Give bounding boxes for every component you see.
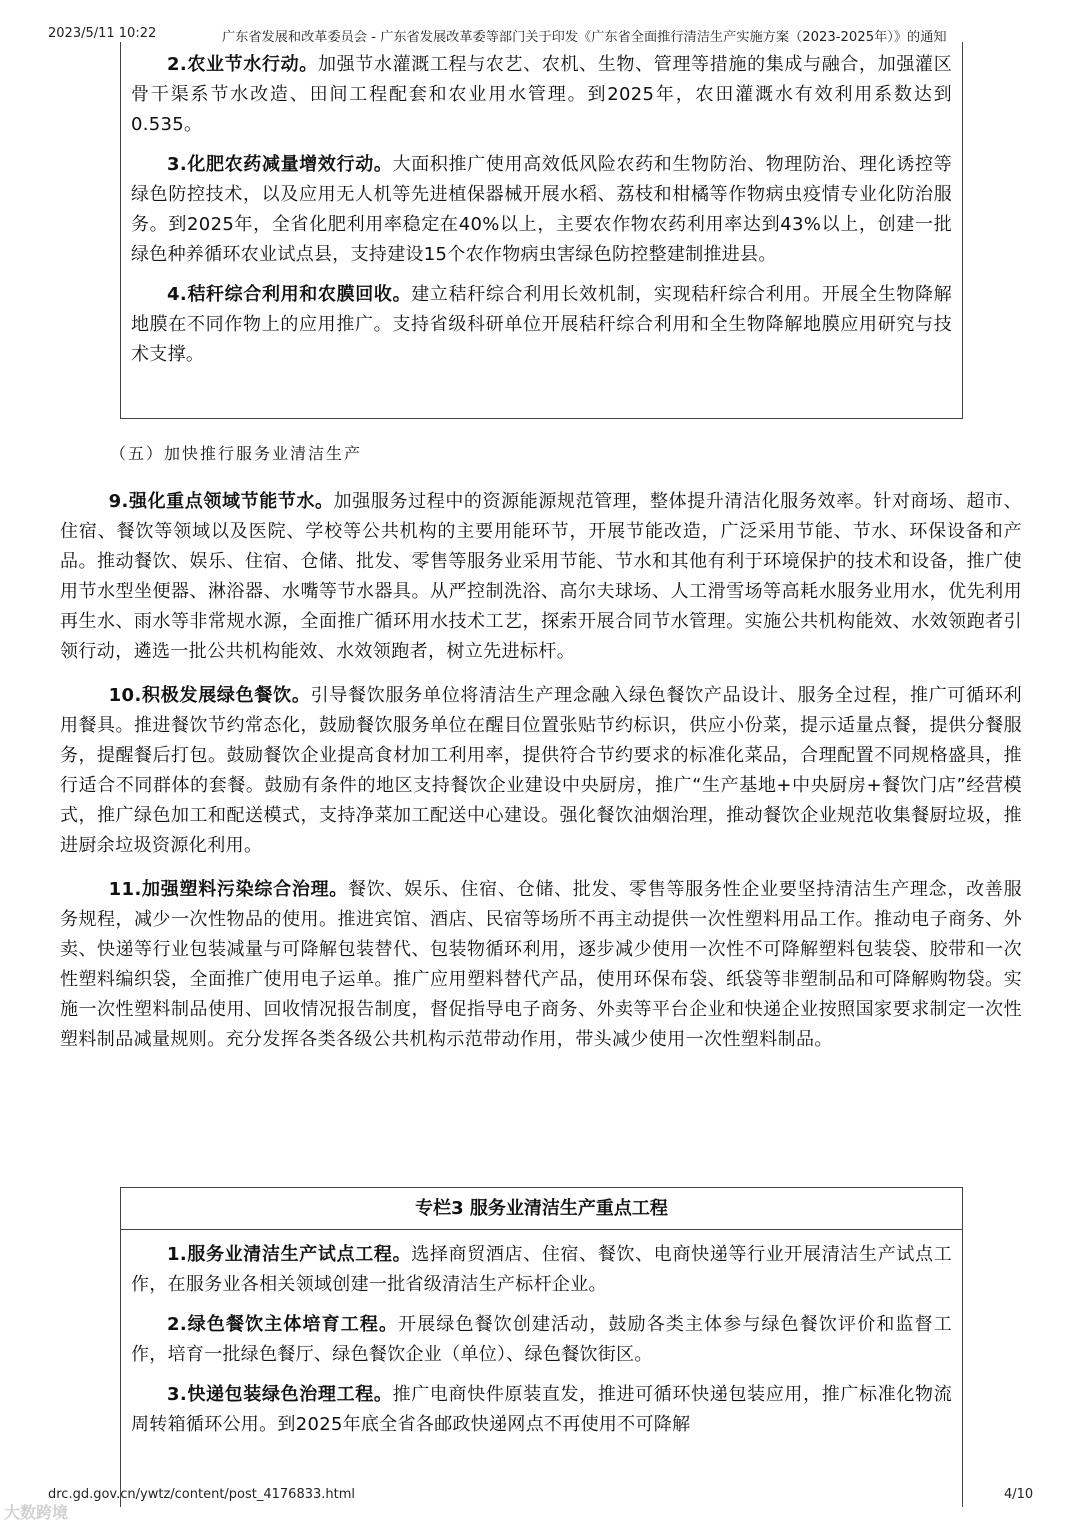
paragraph-title: 11.加强塑料污染综合治理。: [108, 879, 349, 900]
box-item-text: 加强节水灌溉工程与农艺、农机、生物、管理等措施的集成与融合，加强灌区骨干渠系节水改造、田间工程配套和农业用水管理。到2025年，农田灌溉水有效利用系数达到0.535。: [131, 54, 952, 135]
box-item-text: 推广电商快件原装直发，推进可循环快递包装应用，推广标准化物流周转箱循环公用。到2025年底全省各邮政快递网点不再使用不可降解: [131, 1384, 952, 1435]
print-date: 2023/5/11 10:22: [48, 26, 157, 41]
box-item: [121, 1380, 962, 1440]
box-item: [121, 150, 962, 270]
paragraph-title: 9.强化重点领域节能节水。: [108, 491, 334, 512]
watermark-logo: 大数跨境: [4, 1503, 69, 1522]
page-url: drc.gd.gov.cn/ywtz/content/post_4176833.html: [48, 1487, 356, 1502]
paragraph-title: 10.积极发展绿色餐饮。: [108, 685, 311, 706]
box-item-title: 1.服务业清洁生产试点工程。: [167, 1244, 412, 1265]
column-box-agriculture: [120, 42, 963, 419]
box-item-title: 3.化肥农药减量增效行动。: [167, 154, 393, 175]
box-item: [121, 1240, 962, 1300]
box-item-text: 建立秸秆综合利用长效机制，实现秸秆综合利用。开展全生物降解地膜在不同作物上的应用推广。支持省级科研单位开展秸秆综合利用和全生物降解地膜应用研究与技术支撑。: [131, 284, 952, 365]
main-body: [60, 487, 1022, 1069]
box-item: [121, 50, 962, 140]
box-item-title: 3.快递包装绿色治理工程。: [167, 1384, 393, 1405]
document-title: 广东省发展和改革委员会 - 广东省发展改革委等部门关于印发《广东省全面推行清洁生产实施方案（2023-2025年）》的通知: [222, 30, 947, 45]
column-box-heading: 专栏3 服务业清洁生产重点工程: [121, 1188, 962, 1230]
box-item: [121, 1310, 962, 1370]
box-item-title: 4.秸秆综合利用和农膜回收。: [167, 284, 412, 305]
box-item-title: 2.农业节水行动。: [167, 54, 318, 75]
body-paragraph: [60, 681, 1022, 861]
box-item: [121, 280, 962, 370]
box-item-title: 2.绿色餐饮主体培育工程。: [167, 1314, 399, 1335]
section-heading: （五）加快推行服务业清洁生产: [110, 444, 363, 463]
paragraph-text: 餐饮、娱乐、住宿、仓储、批发、零售等服务性企业要坚持清洁生产理念，改善服务规程，减少一次性物品的使用。推进宾馆、酒店、民宿等场所不再主动提供一次性塑料用品工作。推动电子商务、外卖、快递等行业包装减量与可降解包装替代、包装物循环利用，逐步减少使用一次性不可降解塑料包装袋、胶带和一次性塑料编织袋，全面推广使用电子运单。推广应用塑料替代产品，使用环保布袋、纸袋等非塑制品和可降解购物袋。实施一次性塑料制品使用、回收情况报告制度，督促指导电子商务、外卖等平台企业和快递企业按照国家要求制定一次性塑料制品减量规则。充分发挥各类各级公共机构示范带动作用，带头减少使用一次性塑料制品。: [60, 879, 1022, 1050]
page-number: 4/10: [1004, 1487, 1034, 1502]
box-item-text: 开展绿色餐饮创建活动，鼓励各类主体参与绿色餐饮评价和监督工作，培育一批绿色餐厅、绿色餐饮企业（单位）、绿色餐饮街区。: [131, 1314, 952, 1365]
body-paragraph: [60, 875, 1022, 1055]
body-paragraph: [60, 487, 1022, 667]
paragraph-text: 加强服务过程中的资源能源规范管理，整体提升清洁化服务效率。针对商场、超市、住宿、餐饮等领域以及医院、学校等公共机构的主要用能环节，开展节能改造，广泛采用节能、节水、环保设备和产品。推动餐饮、娱乐、住宿、仓储、批发、零售等服务业采用节能、节水和其他有利于环境保护的技术和设备，推广使用节水型坐便器、淋浴器、水嘴等节水器具。从严控制洗浴、高尔夫球场、人工滑雪场等高耗水服务业用水，优先利用再生水、雨水等非常规水源，全面推广循环用水技术工艺，探索开展合同节水管理。实施公共机构能效、水效领跑者引领行动，遴选一批公共机构能效、水效领跑者，树立先进标杆。: [60, 491, 1023, 662]
column-box-services: [120, 1187, 963, 1507]
box-item-text: 选择商贸酒店、住宿、餐饮、电商快递等行业开展清洁生产试点工作，在服务业各相关领域创建一批省级清洁生产标杆企业。: [131, 1244, 952, 1295]
box-item-text: 大面积推广使用高效低风险农药和生物防治、物理防治、理化诱控等绿色防控技术，以及应用无人机等先进植保器械开展水稻、荔枝和柑橘等作物病虫疫情专业化防治服务。到2025年，全省化肥利用率稳定在40%以上，主要农作物农药利用率达到43%以上，创建一批绿色种养循环农业试点县，支持建设15个农作物病虫害绿色防控整建制推进县。: [131, 154, 952, 265]
paragraph-text: 引导餐饮服务单位将清洁生产理念融入绿色餐饮产品设计、服务全过程，推广可循环利用餐具。推进餐饮节约常态化，鼓励餐饮服务单位在醒目位置张贴节约标识，供应小份菜，提示适量点餐，提供分餐服务，提醒餐后打包。鼓励餐饮企业提高食材加工利用率，提供符合节约要求的标准化菜品，合理配置不同规格盛具，推行适合不同群体的套餐。鼓励有条件的地区支持餐饮企业建设中央厨房，推广“生产基地+中央厨房+餐饮门店”经营模式，推广绿色加工和配送模式，支持净菜加工配送中心建设。强化餐饮油烟治理，推动餐饮企业规范收集餐厨垃圾，推进厨余垃圾资源化利用。: [60, 685, 1023, 856]
